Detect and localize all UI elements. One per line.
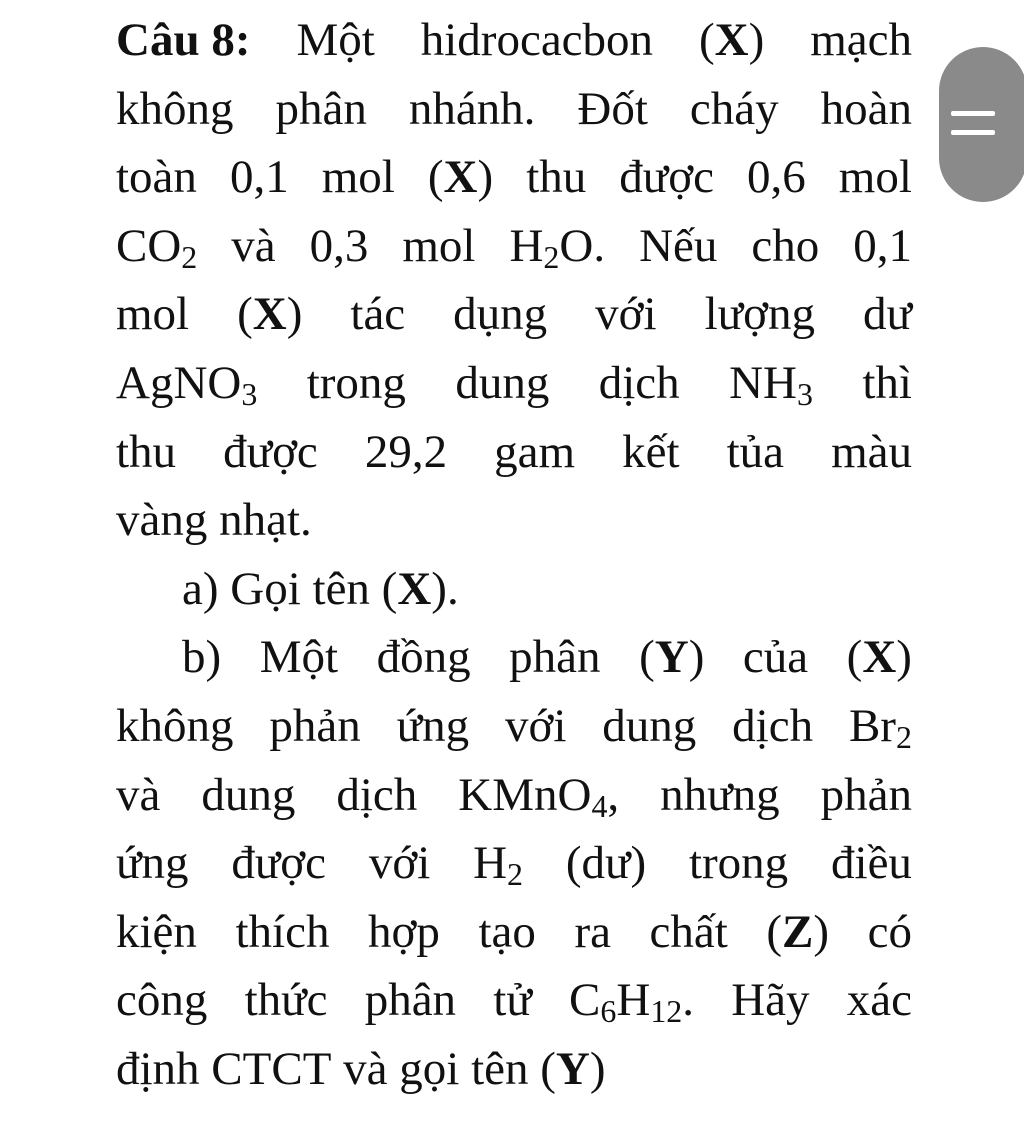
text-line: không phản ứng với dung dịch $Br_2$ xyxy=(116,699,912,755)
part-a: a) Gọi tên (X). xyxy=(182,562,459,615)
text-line: định CTCT và gọi tên (Y) xyxy=(116,1042,606,1095)
text-line: mol (X) tác dụng với lượng dư xyxy=(116,288,912,341)
text-line: Câu 8: Một hidrocacbon (X) mạch xyxy=(116,14,912,66)
text-line: $CO_2$ và 0,3 mol $H_2O$. Nếu cho 0,1 xyxy=(116,219,912,275)
text-line: không phân nhánh. Đốt cháy hoàn xyxy=(116,82,912,135)
text-line: AgNO$_3$ trong dung dịch $NH_3$ thì xyxy=(116,356,912,412)
text-line: và dung dịch KMnO$_4$, nhưng phản xyxy=(116,768,912,824)
text-line: ứng được với $H_2$ (dư) trong điều xyxy=(116,837,912,893)
text-line: toàn 0,1 mol (X) thu được 0,6 mol xyxy=(116,151,912,204)
part-b-line: b) Một đồng phân (Y) của (X) xyxy=(182,631,912,684)
question-label: Câu 8: xyxy=(116,14,251,66)
text-line: kiện thích hợp tạo ra chất (Z) có xyxy=(116,905,912,958)
text-line: vàng nhạt. xyxy=(116,494,312,547)
text-line: thu được 29,2 gam kết tủa màu xyxy=(116,425,912,478)
text-line: công thức phân tử $C_6H_{12}$. Hãy xác xyxy=(116,974,912,1030)
scroll-handle[interactable] xyxy=(939,47,1024,202)
question-text xyxy=(116,6,912,1104)
